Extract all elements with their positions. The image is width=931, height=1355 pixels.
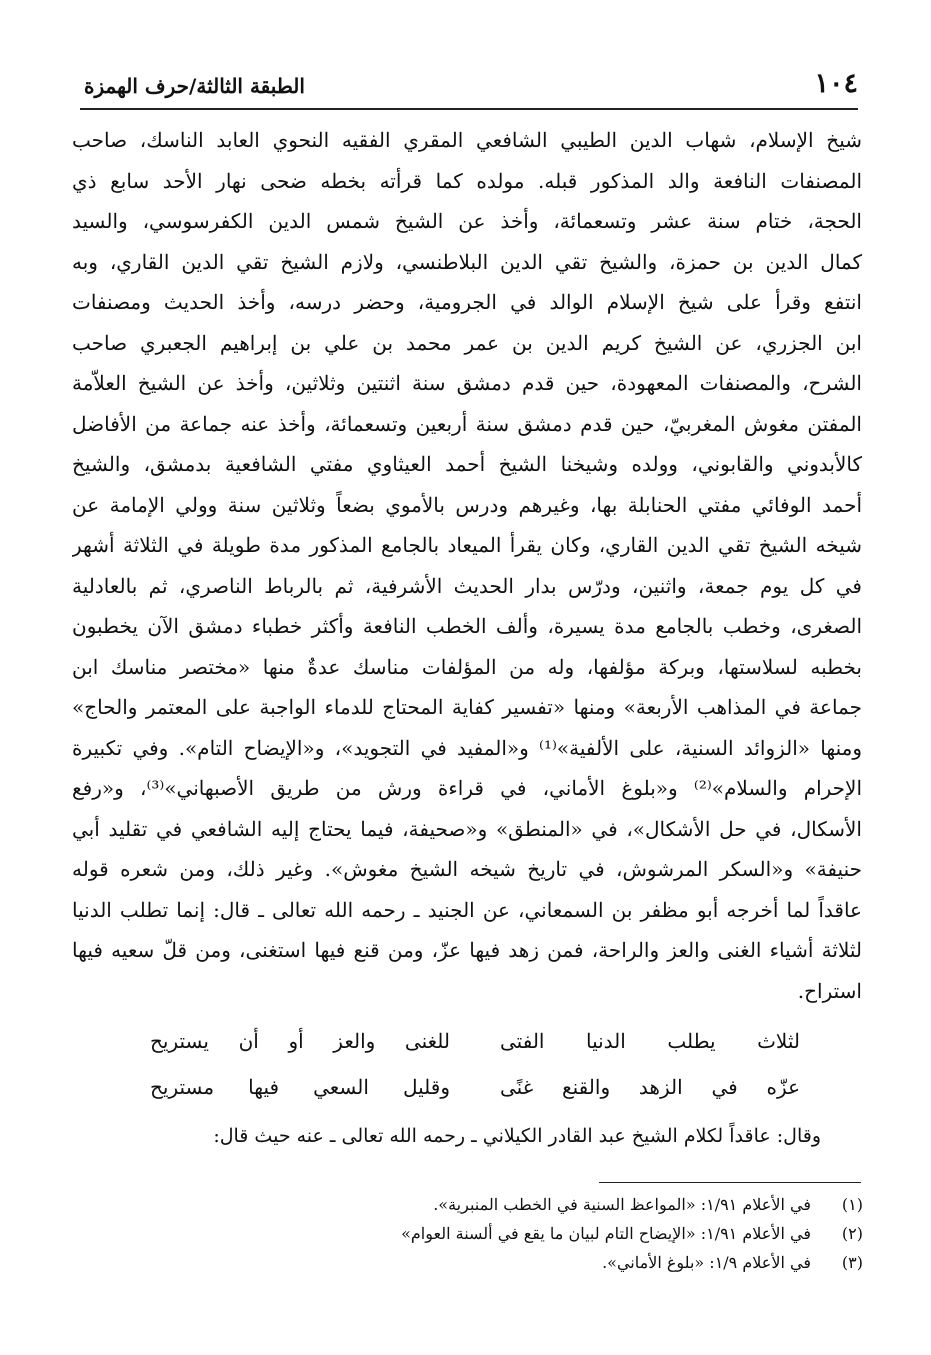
text-line: كالأبدوني والقابوني، وولده وشيخنا الشيخ أحمد العيثاوي مفتي الشافعية بدمشق، والشيخ <box>72 452 862 476</box>
poem-verse <box>150 1018 800 1064</box>
text-line: لثلاثة أشياء الغنى والعز والراحة، فمن زهد فيها عزّ، ومن قنع فيها استغنى، ومن قلّ سعيه فيها <box>72 938 862 962</box>
text-line: انتفع وقرأ على شيخ الإسلام الوالد في الجرومية، وحضر درسه، وأخذ الحديث ومصنفات <box>72 290 862 314</box>
text-line: عاقداً لما أخرجه أبو مظفر بن السمعاني، عن الجنيد ـ رحمه الله تعالى ـ قال: إنما تطلب الدنيا <box>72 897 862 922</box>
page-number: ١٠٤ <box>814 68 858 99</box>
closing-line: وقال: عاقداً لكلام الشيخ عبد القادر الكيلاني ـ رحمه الله تعالى ـ عنه حيث قال: <box>213 1125 821 1147</box>
footnote-text: في الأعلام ١/٩: «بلوغ الأماني». <box>602 1253 811 1272</box>
poem-verse <box>150 1064 800 1110</box>
verse-first-hemistich: لثلاث يطلب الدنيا الفتى <box>500 1029 800 1053</box>
text-line: شيخه الشيخ تقي الدين القاري، وكان يقرأ الميعاد بالجامع المذكور مدة طويلة في الثلاثة أشهر <box>72 533 862 557</box>
footnote <box>103 1190 863 1219</box>
text-line: استراح. <box>797 978 862 1003</box>
text-line: الصغرى، وخطب بالجامع مدة يسيرة، وألف الخطب النافعة وأكثر خطباء دمشق الآن يخطبون <box>72 614 862 638</box>
footnote-number: (٣) <box>841 1253 863 1272</box>
text-line: المصنفات النافعة والد المذكور قبله. مولده كما قرأته بخطه ضحى نهار الأحد سابع ذي <box>72 168 862 193</box>
text-line: بخطبه لسلاستها، وبركة مؤلفها، وله من المؤلفات مناسك عدةٌ منها «مختصر مناسك ابن <box>72 654 862 679</box>
text-line: في كل يوم جمعة، واثنين، ودرّس بدار الحديث الأشرفية، ثم بالرباط الناصري، ثم بالعادلية <box>72 573 862 598</box>
text-line: ومنها «الزوائد السنية، على الألفية»⁽¹⁾ و«المفيد في التجويد»، و«الإيضاح التام». وفي تكبيرة <box>72 735 862 760</box>
footnote-text: في الأعلام ١/٩١: «المواعظ السنية في الخطب المنبرية». <box>433 1195 811 1214</box>
text-line: الشرح، والمصنفات المعهودة، حين قدم دمشق سنة اثنتين وثلاثين، وأخذ عن الشيخ العلاّمة <box>72 371 862 395</box>
text-line: كمال الدين بن حمزة، والشيخ تقي الدين البلاطنسي، ولازم الشيخ تقي الدين القاري، وبه <box>72 249 862 274</box>
verse-first-hemistich: عزّه في الزهد والقنع غنًى <box>500 1075 800 1099</box>
footnote-number: (٢) <box>841 1224 863 1243</box>
text-line: ابن الجزري، عن الشيخ كريم الدين بن عمر محمد بن علي بن إبراهيم الجعبري صاحب <box>72 330 862 355</box>
text-line: حنيفة» و«السكر المرشوش، في تاريخ شيخه الشيخ مغوش». وغير ذلك، ومن شعره قوله <box>72 857 862 881</box>
footnote <box>103 1248 863 1277</box>
text-line: جماعة في المذاهب الأربعة» ومنها «تفسير كفاية المحتاج للدماء الواجبة على المعتمر والحاج» <box>72 695 862 719</box>
footnote <box>103 1219 863 1248</box>
text-line: الحجة، ختام سنة عشر وتسعمائة، وأخذ عن الشيخ شمس الدين الكفرسوسي، والسيد <box>72 209 862 233</box>
poem <box>150 1018 800 1110</box>
footnotes <box>103 1190 863 1277</box>
text-line: المفتن مغوش المغربيّ، حين قدم دمشق سنة أربعين وتسعمائة، وأخذ عنه جماعة من الأفاضل <box>72 411 862 436</box>
text-line: الأسكال، في حل الأشكال»، في «المنطق» و«صحيفة، فيما يحتاج إليه الشافعي في تقليد أبي <box>72 816 862 841</box>
text-line: شيخ الإسلام، شهاب الدين الطيبي الشافعي المقري الفقيه النحوي العابد الناسك، صاحب <box>72 128 862 152</box>
footnote-number: (١) <box>841 1195 863 1214</box>
footnote-text: في الأعلام ١/٩١: «الإيضاح التام لبيان ما يقع في ألسنة العوام» <box>401 1224 811 1243</box>
text-line: أحمد الوفائي مفتي الحنابلة بها، وغيرهم ودرس بالأموي بضعاً وثلاثين سنة وولي الإمامة عن <box>72 492 862 517</box>
verse-second-hemistich: للغنى والعز أو أن يستريح <box>150 1029 450 1053</box>
verse-second-hemistich: وقليل السعي فيها مستريح <box>150 1075 450 1099</box>
text-line: الإحرام والسلام»⁽²⁾ و«بلوغ الأماني، في قراءة ورش من طريق الأصبهاني»⁽³⁾، و«رفع <box>72 776 862 800</box>
footnote-divider <box>599 1182 861 1183</box>
running-title: الطبقة الثالثة/حرف الهمزة <box>84 74 305 98</box>
page-header <box>80 62 858 110</box>
biography-text <box>72 120 862 1011</box>
